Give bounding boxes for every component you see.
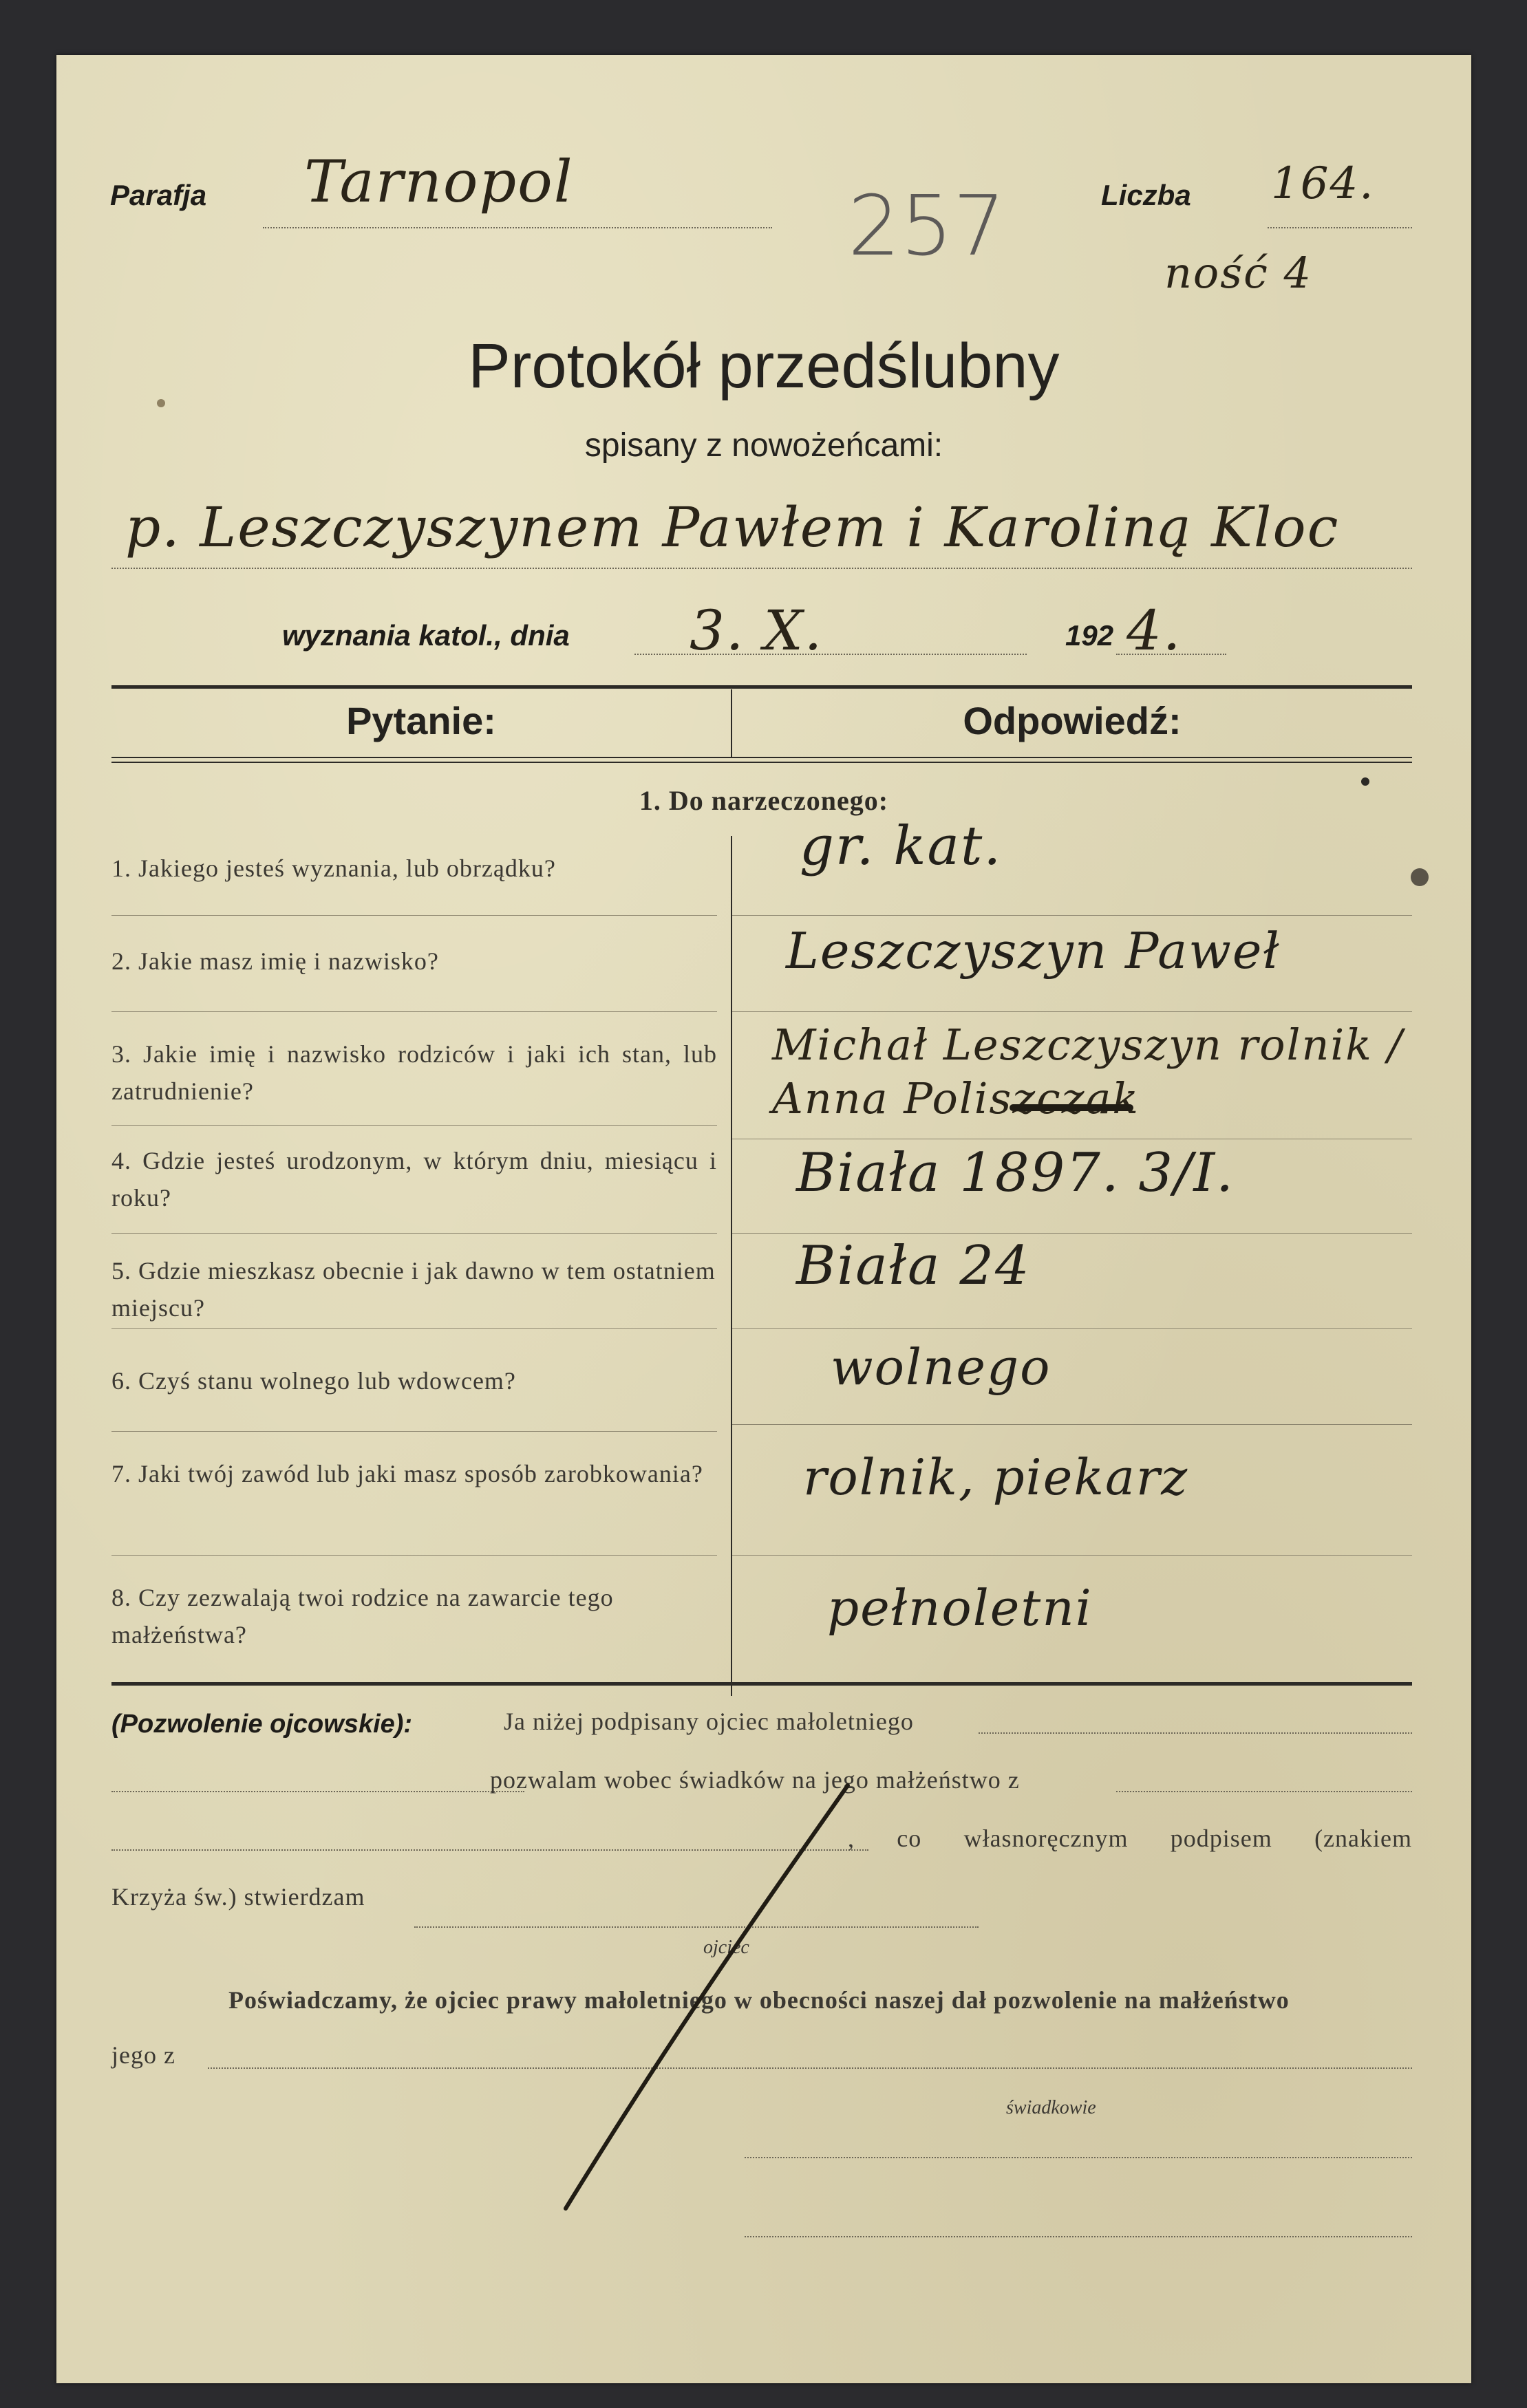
- cancel-stroke: [56, 55, 1471, 2383]
- page-title: Protokół przedślubny: [468, 331, 1060, 401]
- permission-label: (Pozwolenie ojcowskie):: [111, 1710, 413, 1739]
- parafja-value: Tarnopol: [304, 148, 574, 215]
- answer-header: Odpowiedź:: [963, 699, 1182, 742]
- parafja-label: Parafja: [110, 179, 207, 211]
- document-page: [56, 55, 1471, 2383]
- father-caption: ojciec: [703, 1937, 749, 1958]
- question-7: 7. Jaki twój zawód lub jaki masz sposób zarobkowania?: [111, 1460, 703, 1487]
- ink-dot: [1361, 777, 1369, 786]
- jego-z-label: jego z: [111, 2041, 175, 2069]
- question-1: 1. Jakiego jesteś wyznania, lub obrządku?: [111, 854, 556, 882]
- question-4: 4. Gdzie jesteś urodzonym, w którym dniu, miesiącu i roku?: [111, 1147, 717, 1212]
- answer-7: rolnik, piekarz: [803, 1448, 1189, 1506]
- permission-line2: pozwalam wobec świadków na jego małżeństwo z: [490, 1766, 1020, 1794]
- ink-stain: [1411, 868, 1429, 886]
- question-8: 8. Czy zezwalają twoi rodzice na zawarcie tego małżeństwa?: [111, 1584, 614, 1648]
- section-title: 1. Do narzeczonego:: [639, 785, 889, 816]
- confession-date-label: wyznania katol., dnia: [282, 619, 570, 652]
- year-prefix: 192: [1065, 619, 1114, 652]
- page-subtitle: spisany z nowożeńcami:: [584, 427, 943, 464]
- attestation: Poświadczamy, że ojciec prawy małoletniego w obecności naszej dał pozwolenie na małżeństwo: [228, 1986, 1290, 2014]
- answer-3: Michał Leszczyszyn rolnik / Anna Poliszczak: [772, 1020, 1404, 1124]
- question-6: 6. Czyś stanu wolnego lub wdowcem?: [111, 1367, 516, 1395]
- answer-1: gr. kat.: [800, 815, 1003, 877]
- pencil-number: 257: [848, 179, 1006, 275]
- answer-8: pełnoletni: [827, 1579, 1093, 1637]
- question-header: Pytanie:: [346, 699, 496, 742]
- permission-line1: Ja niżej podpisany ojciec małoletniego: [504, 1708, 914, 1735]
- ink-dot: [157, 399, 165, 407]
- permission-line4: Krzyża św.) stwierdzam: [111, 1883, 365, 1911]
- answer-2: Leszczyszyn Paweł: [786, 922, 1281, 980]
- liczba-label: Liczba: [1101, 179, 1191, 211]
- liczba-value: 164.: [1271, 158, 1375, 209]
- answer-5: Biała 24: [796, 1235, 1031, 1297]
- question-2: 2. Jakie masz imię i nazwisko?: [111, 947, 439, 975]
- permission-line3: , co własnoręcznym podpisem (znakiem: [848, 1825, 1412, 1852]
- witnesses-caption: świadkowie: [1006, 2097, 1096, 2118]
- date-value: 3. X.: [690, 599, 824, 663]
- couple-names: p. Leszczyszynem Pawłem i Karoliną Kloc: [125, 495, 1340, 559]
- year-suffix: 4.: [1126, 599, 1182, 663]
- answer-4: Biała 1897. 3/I.: [796, 1142, 1235, 1204]
- question-5: 5. Gdzie mieszkasz obecnie i jak dawno w tem ostatniem miejscu?: [111, 1257, 716, 1322]
- liczba-note: ność 4: [1164, 248, 1312, 298]
- answer-6: wolnego: [831, 1338, 1051, 1396]
- question-3: 3. Jakie imię i nazwisko rodziców i jaki ich stan, lub zatrudnienie?: [111, 1040, 717, 1105]
